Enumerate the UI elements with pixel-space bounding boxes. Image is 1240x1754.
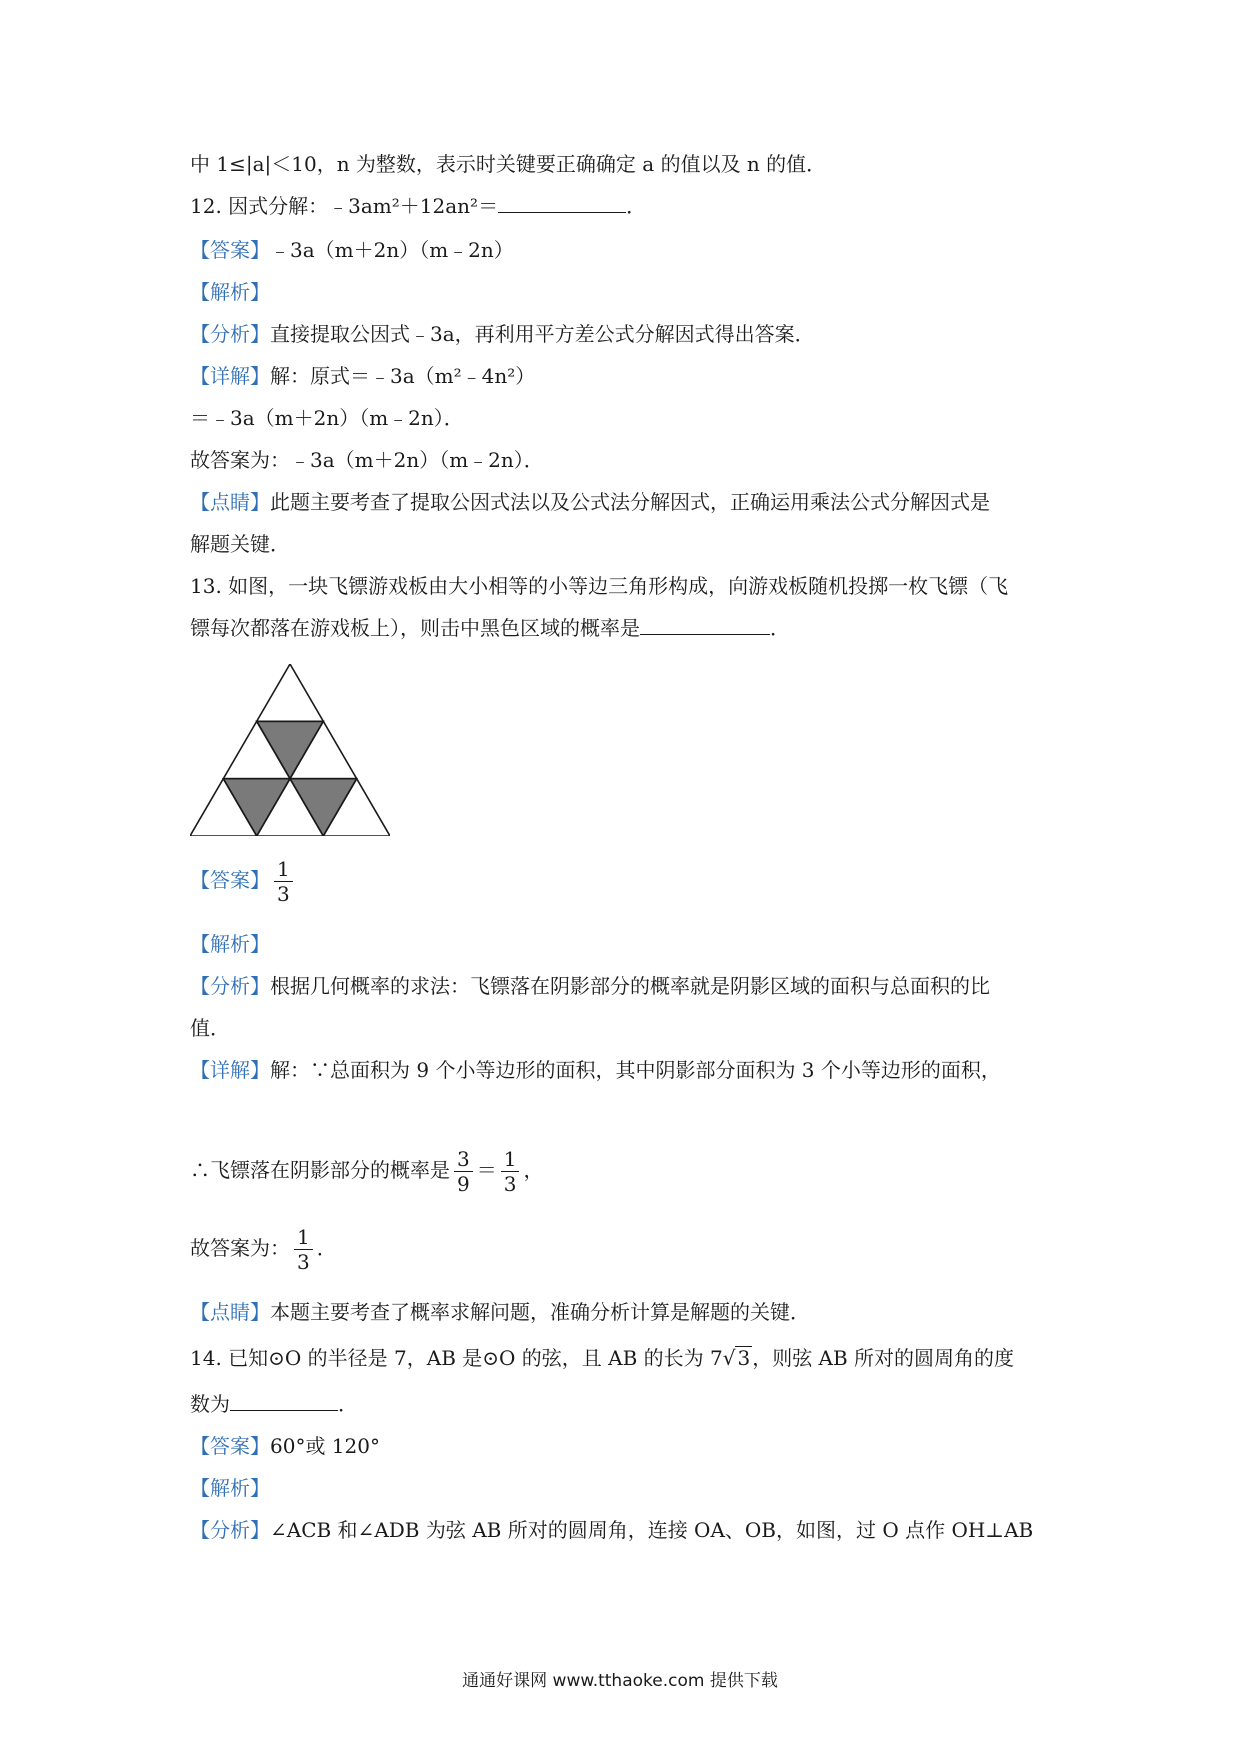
answer-tag: 【答案】 (190, 1434, 270, 1458)
q12-blank (498, 194, 626, 213)
q13-xiangjie (190, 1056, 1001, 1084)
q13-fenxi-text1: 根据几何概率的求法：飞镖落在阴影部分的概率就是阴影区域的面积与总面积的比 (270, 974, 990, 998)
fenxi-tag: 【分析】 (190, 974, 270, 998)
q13-dianjing-text: 本题主要考查了概率求解问题，准确分析计算是解题的关键． (270, 1300, 810, 1324)
fraction-numerator: 1 (294, 1225, 313, 1250)
shaded-triangle-bottom-right (290, 779, 357, 836)
q13-xiangjie-text: 解：∵总面积为 9 个小等边形的面积，其中阴影部分面积为 3 个小等边形的面积， (270, 1058, 1001, 1082)
q14-blank (230, 1392, 338, 1411)
shaded-triangle-bottom-left (223, 779, 290, 836)
fraction-numerator: 3 (454, 1147, 473, 1172)
xiangjie-tag: 【详解】 (190, 1058, 270, 1082)
continuation-line: 中 1≤|a|＜10，n 为整数，表示时关键要正确确定 a 的值以及 n 的值． (190, 152, 827, 176)
page-footer: 通通好课网 www.tthaoke.com 提供下载 (462, 1671, 778, 1691)
q12-step2: ＝﹣3a（m＋2n）（m﹣2n）． (190, 406, 464, 430)
q13-stem-line1: 13. 如图，一块飞镖游戏板由大小相等的小等边三角形构成，向游戏板随机投掷一枚飞镖（飞 (190, 574, 1009, 598)
q13-therefore-text: ∴飞镖落在阴影部分的概率是 (190, 1158, 450, 1182)
q12-jiexi-tag: 【解析】 (190, 280, 270, 304)
q14-fenxi (190, 1516, 1033, 1544)
fenxi-tag: 【分析】 (190, 1518, 270, 1542)
q13-therefore-line (190, 1142, 543, 1198)
q14-jiexi-tag: 【解析】 (190, 1476, 270, 1500)
q12-fenxi (190, 320, 815, 348)
q14-stem-line1 (190, 1344, 1014, 1372)
q14-stem-text2: 数为 (190, 1392, 230, 1416)
q14-answer-line (190, 1432, 380, 1460)
q12-xiangjie-text: 解：原式＝﹣3a（m²﹣4n²） (270, 364, 536, 388)
q13-jiexi-tag: 【解析】 (190, 932, 270, 956)
fraction-denominator: 3 (503, 1172, 517, 1196)
fraction-1-3 (501, 1147, 520, 1196)
sqrt-sign: √ (722, 1346, 736, 1370)
q12-final: 故答案为：﹣3a（m＋2n）（m﹣2n）． (190, 448, 544, 472)
q12-xiangjie (190, 362, 535, 390)
q12-stem: 12. 因式分解：﹣3am²＋12an²＝ ． (190, 194, 647, 218)
dianjing-tag: 【点睛】 (190, 490, 270, 514)
answer-tag: 【答案】 (190, 868, 270, 892)
q13-stem-line2: 镖每次都落在游戏板上），则击中黑色区域的概率是 ． (190, 616, 790, 640)
q12-stem-text: 12. 因式分解：﹣3am²＋12an²＝ (190, 194, 499, 218)
q13-final-text: 故答案为： (190, 1236, 290, 1260)
fraction-denominator: 9 (457, 1172, 470, 1196)
fraction-denominator: 3 (297, 1250, 310, 1274)
fenxi-tag: 【分析】 (190, 322, 270, 346)
q12-dianjing-cont: 解题关键． (190, 532, 290, 556)
q13-final-line (190, 1220, 337, 1276)
q13-answer-fraction (274, 857, 293, 906)
q14-stem-line2: 数为 ． (190, 1392, 358, 1416)
fraction-denominator: 3 (277, 882, 290, 906)
comma: ， (523, 1158, 544, 1182)
q13-dianjing (190, 1298, 810, 1326)
q12-dianjing-text1: 此题主要考查了提取公因式法以及公式法分解因式，正确运用乘法公式分解因式是 (270, 490, 990, 514)
q14-answer: 60°或 120° (270, 1434, 380, 1458)
period: ． (316, 1236, 337, 1260)
xiangjie-tag: 【详解】 (190, 364, 270, 388)
q13-fenxi-cont: 值． (190, 1016, 230, 1040)
q14-stem-text1b: ，则弦 AB 所对的圆周角的度 (752, 1346, 1015, 1370)
shaded-triangle-top (257, 721, 324, 778)
dartboard-figure (190, 664, 390, 836)
q14-fenxi-text: ∠ACB 和∠ADB 为弦 AB 所对的圆周角，连接 OA、OB，如图，过 O 点作 OH⊥AB (270, 1518, 1034, 1542)
q14-stem-text1a: 14. 已知⊙O 的半径是 7，AB 是⊙O 的弦，且 AB 的长为 7 (190, 1346, 723, 1370)
q13-answer-line (190, 852, 297, 908)
q12-dianjing (190, 488, 990, 516)
q12-answer: ﹣3a（m＋2n）（m﹣2n） (270, 238, 514, 262)
q12-fenxi-text: 直接提取公因式﹣3a，再利用平方差公式分解因式得出答案． (270, 322, 815, 346)
fraction-numerator: 1 (501, 1147, 520, 1172)
answer-tag: 【答案】 (190, 238, 270, 262)
fraction-numerator: 1 (274, 857, 293, 882)
fraction-3-9 (454, 1147, 473, 1196)
equals-sign: ＝ (476, 1158, 497, 1182)
sqrt-radicand: 3 (737, 1346, 751, 1370)
q13-fenxi (190, 972, 990, 1000)
q13-stem-text2: 镖每次都落在游戏板上），则击中黑色区域的概率是 (190, 616, 640, 640)
dianjing-tag: 【点睛】 (190, 1300, 270, 1324)
q13-blank (640, 616, 770, 635)
q12-answer-line (190, 236, 514, 264)
q13-final-fraction (294, 1225, 313, 1274)
